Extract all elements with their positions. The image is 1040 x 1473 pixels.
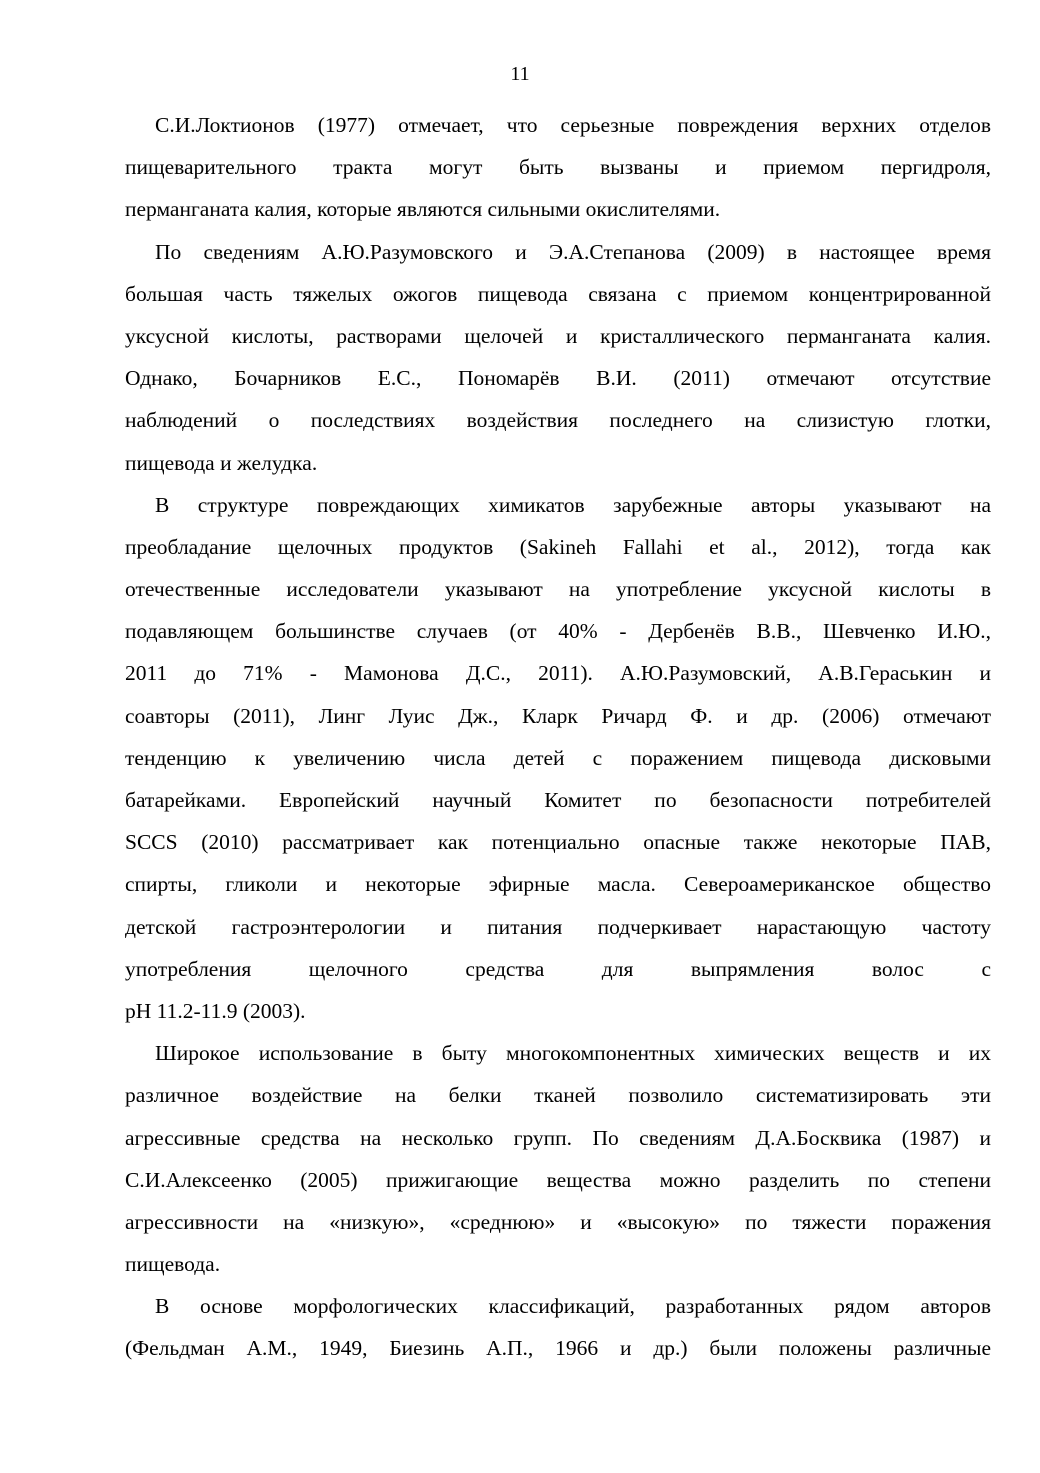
text-line: агрессивности на «низкую», «среднюю» и «высокую» по тяжести поражения bbox=[125, 1209, 991, 1234]
text-line: батарейками. Европейский научный Комитет по безопасности потребителей bbox=[125, 788, 991, 812]
text-line: пищевода. bbox=[125, 1252, 221, 1277]
text-line: употребления щелочного средства для выпрямления волос с bbox=[125, 956, 991, 981]
text-line: тенденцию к увеличению числа детей с поражением пищевода дисковыми bbox=[125, 745, 991, 770]
text-line: большая часть тяжелых ожогов пищевода связана с приемом концентрированной bbox=[125, 281, 991, 306]
text-line: перманганата калия, которые являются сильными окислителями. bbox=[125, 197, 721, 222]
text-line: С.И.Алексеенко (2005) прижигающие вещества можно разделить по степени bbox=[125, 1167, 991, 1192]
text-line: Широкое использование в быту многокомпонентных химических веществ и их bbox=[155, 1041, 991, 1066]
text-line: (Фельдман А.М., 1949, Биезинь А.П., 1966 и др.) были положены различные bbox=[125, 1336, 991, 1361]
text-line: детской гастроэнтерологии и питания подчеркивает нарастающую частоту bbox=[125, 914, 991, 939]
page-number: 11 bbox=[510, 63, 530, 85]
document-body bbox=[125, 104, 991, 1370]
text-line: отечественные исследователи указывают на употребление уксусной кислоты в bbox=[125, 577, 991, 602]
text-line: наблюдений о последствиях воздействия последнего на слизистую глотки, bbox=[125, 408, 991, 433]
text-line: В структуре повреждающих химикатов зарубежные авторы указывают на bbox=[155, 492, 991, 517]
text-line: SCCS (2010) рассматривает как потенциально опасные также некоторые ПАВ, bbox=[125, 830, 991, 855]
text-line: преобладание щелочных продуктов (Sakineh Fallahi et al., 2012), тогда как bbox=[125, 534, 991, 559]
text-line: 2011 до 71% - Мамонова Д.С., 2011). А.Ю.Разумовский, А.В.Гераськин и bbox=[125, 661, 991, 686]
text-line: pH 11.2-11.9 (2003). bbox=[125, 998, 306, 1023]
paragraph-5 bbox=[125, 1285, 991, 1369]
text-line: пищеварительного тракта могут быть вызваны и приемом пергидроля, bbox=[125, 155, 991, 180]
text-line: Однако, Бочарников Е.С., Пономарёв В.И. (2011) отмечают отсутствие bbox=[125, 366, 991, 391]
text-line: По сведениям А.Ю.Разумовского и Э.А.Степанова (2009) в настоящее время bbox=[155, 239, 991, 264]
text-line: соавторы (2011), Линг Луис Дж., Кларк Ричард Ф. и др. (2006) отмечают bbox=[125, 703, 991, 728]
text-line: С.И.Локтионов (1977) отмечает, что серьезные повреждения верхних отделов bbox=[155, 113, 991, 137]
text-line: уксусной кислоты, растворами щелочей и кристаллического перманганата калия. bbox=[125, 323, 991, 348]
text-line: В основе морфологических классификаций, разработанных рядом авторов bbox=[155, 1294, 991, 1319]
paragraph-2 bbox=[125, 231, 991, 484]
paragraph-4 bbox=[125, 1032, 991, 1285]
paragraph-3 bbox=[125, 484, 991, 1032]
text-line: агрессивные средства на несколько групп. По сведениям Д.А.Босквика (1987) и bbox=[125, 1125, 991, 1150]
text-line: спирты, гликоли и некоторые эфирные масла. Североамериканское общество bbox=[125, 872, 991, 897]
text-line: подавляющем большинстве случаев (от 40% - Дербенёв В.В., Шевченко И.Ю., bbox=[125, 619, 991, 644]
text-line: пищевода и желудка. bbox=[125, 450, 318, 475]
paragraph-1 bbox=[125, 104, 991, 231]
text-line: различное воздействие на белки тканей позволило систематизировать эти bbox=[125, 1083, 991, 1108]
